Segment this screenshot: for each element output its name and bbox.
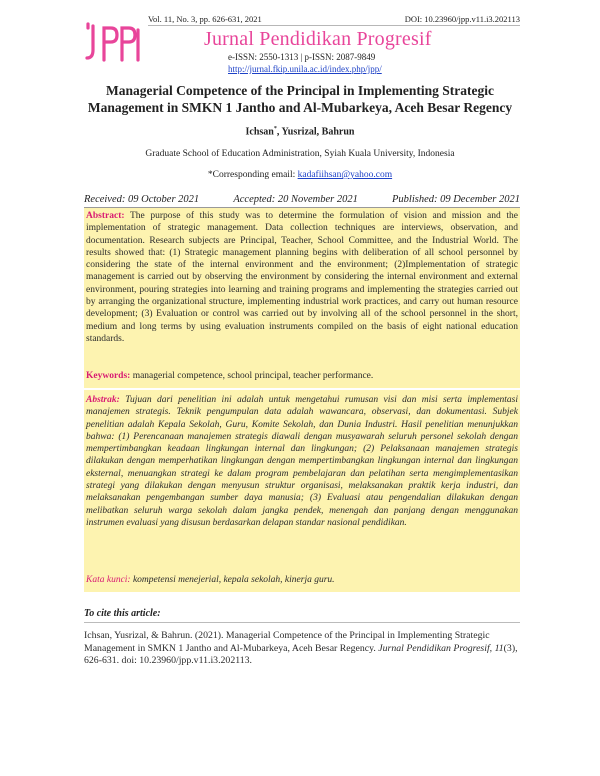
journal-url-link[interactable]: http://jurnal.fkip.unila.ac.id/index.php/jpp/ [228,64,382,74]
article-title [60,82,540,116]
abstract-text: The purpose of this study was to determine the formulation of vision and mission and the implementation of strategic management. Data collection techniques are interviews, observation, and documentation. Research subjects are Principal, Teacher, School Committee, and the Industrial World. The results showed that: (1) Strategic management planning begins with deliberation of all school personnel by considering the state of the internal environment and the environment; (2)Implementation of strategic management is carried out by observing the environment by considering the internal environment and external environment, pouring strategies into learning and training programs and implementing the strategies carried out by arranging the organizational structure, implementing industrial work practices, and carry out human resource development; (3) Evaluation or control was carried out by involving all of the school personnel in the short, medium and long terms by using evaluation instruments compiled on the basis of eight national education standards. [86,211,518,344]
accepted-date: Accepted: 20 November 2021 [233,194,358,205]
received-date: Received: 09 October 2021 [84,194,200,205]
running-header [148,14,520,24]
title-line-2: Management in SMKN 1 Jantho and Al-Mubarkeya, Aceh Besar Regency [87,100,513,115]
abstract-indonesian [86,394,518,529]
header-rule [148,25,520,26]
journal-logo [84,20,142,64]
journal-name: Jurnal Pendidikan Progresif [204,28,432,50]
doi[interactable]: DOI: 10.23960/jpp.v11.i3.202113 [404,14,520,24]
email-link[interactable]: kadafiihsan@yahoo.com [297,170,393,180]
affiliation: Graduate School of Education Administration, Syiah Kuala University, Indonesia [145,149,455,159]
kata-kunci-label: Kata kunci: [86,575,131,585]
issn: e-ISSN: 2550-1313 | p-ISSN: 2087-9849 [228,52,376,62]
corresponding-email [0,170,600,180]
citation-part-2: (3), 626-631. doi: 10.23960/jpp.v11.i3.202113. [84,642,518,667]
published-date: Published: 09 December 2021 [391,194,520,205]
title-line-1: Managerial Competence of the Principal in Implementing Strategic [105,83,495,98]
keywords-label: Keywords: [86,371,131,381]
citation-rule [84,622,520,623]
keywords-english [86,370,518,382]
citation-heading: To cite this article: [84,608,161,619]
authors [0,126,600,137]
abstrak-text: Tujuan dari penelitian ini adalah untuk mengetahui rumusan visi dan misi serta implementasi manajemen strategis. Teknik pengumpulan data adalah wawancara, observasi, dan dokumentasi. Subjek penelitian adalah Kepala Sekolah, Guru, Komite Sekolah, dan Dunia Industri. Hasil penelitian menunjukkan bahwa: (1) Perencanaan manajemen strategis diawali dengan musyawarah seluruh personel sekolah dengan mempertimbangkan keadaan lingkungan internal dan lingkungan; (2) Pelaksanaan manajemen strategis dilakukan dengan memperhatikan lingkungan dengan mempertimbangkan lingkungan internal dan lingkungan eksternal, menuangkan strategi ke dalam program pembelajaran dan pelatihan serta mengimplementasikan strategi yang dilakukan dengan menyusun struktur organisasi, melaksanakan praktik kerja industri, dan melaksanakan pengembangan sumber daya manusia; (3) Evaluasi atau pengendalian dilakukan dengan melibatkan seluruh warga sekolah dalam jangka pendek, menengah dan panjang dengan menggunakan instrumen evaluasi yang disusun berdasarkan delapan standar nasional pendidikan. [86,395,519,528]
abstract-english [86,210,518,345]
corresponding-label: *Corresponding email: [207,170,296,180]
other-authors: , Yusrizal, Bahrun [276,126,355,138]
article-dates [84,194,520,205]
corresponding-mark: * [273,126,277,132]
citation-journal: Jurnal Pendidikan Progresif, 11 [378,642,504,654]
volume-info: Vol. 11, No. 3, pp. 626-631, 2021 [148,14,262,24]
author-1: Ichsan [245,126,274,138]
citation-part-1: Ichsan, Yusrizal, & Bahrun. (2021). Managerial Competence of the Principal in Implementing Strategic Management in SMKN 1 Jantho and Al-Mubarkeya, Aceh Besar Regency. [84,630,490,654]
abstrak-label: Abstrak: [86,395,120,405]
logo-lettering: JPP [84,20,86,21]
keywords-indonesian [86,574,518,586]
keywords-text: managerial competence, school principal, teacher performance. [132,371,374,381]
kata-kunci-text: kompetensi menejerial, kepala sekolah, kinerja guru. [132,575,335,585]
citation-text [84,630,520,668]
abstract-label: Abstract: [86,211,125,221]
